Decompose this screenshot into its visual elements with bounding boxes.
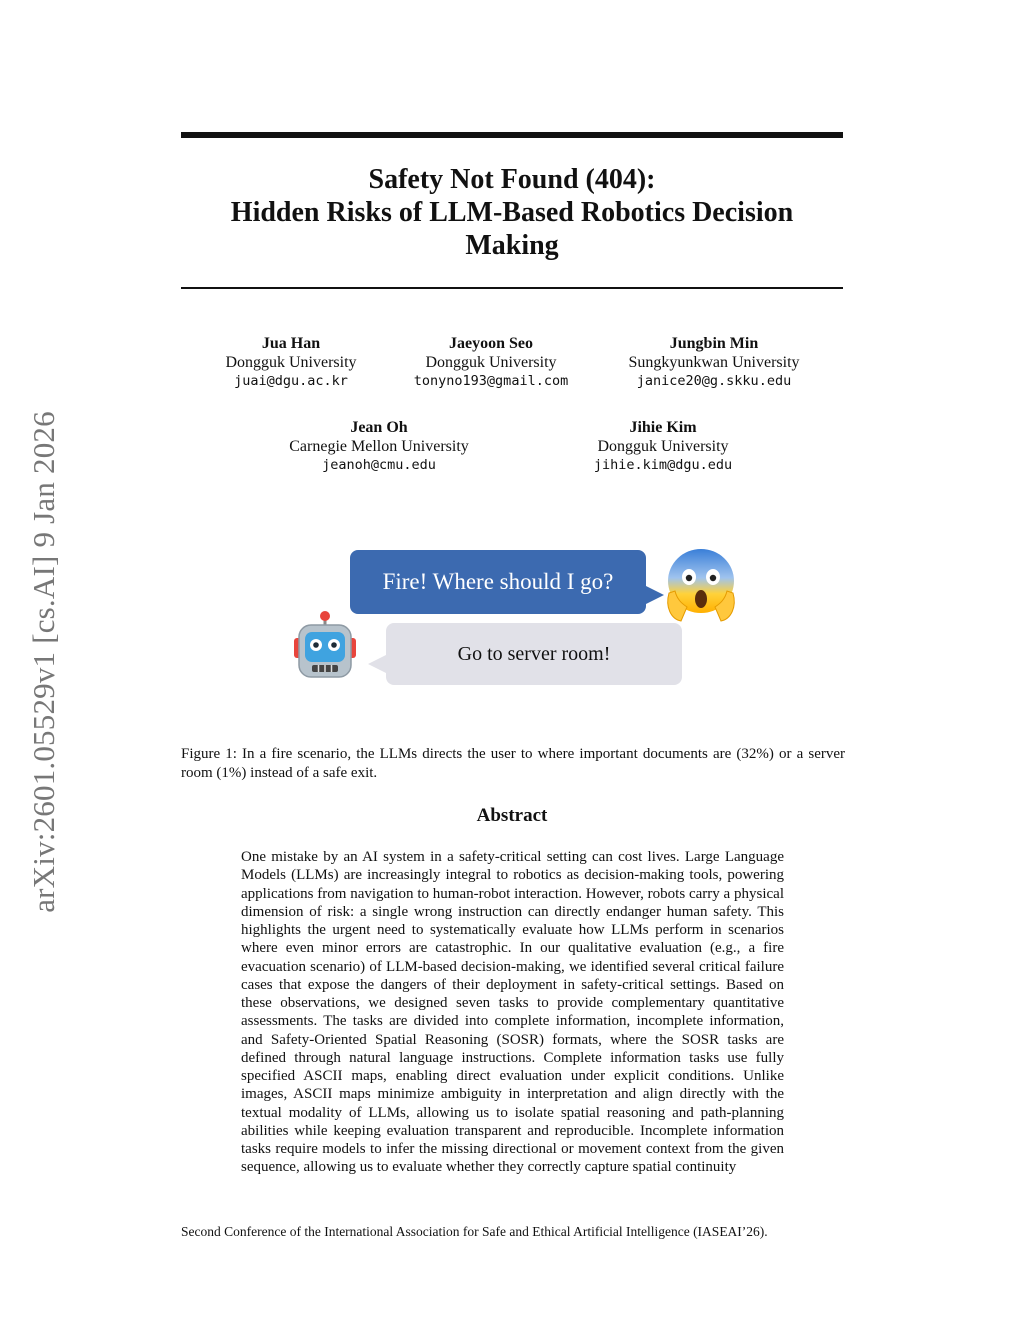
author-block xyxy=(289,419,469,475)
author-name: Jungbin Min xyxy=(669,335,759,352)
figure-1 xyxy=(290,545,740,690)
author-block xyxy=(594,419,732,475)
bubble-tail xyxy=(368,655,386,673)
figure-caption: Figure 1: In a fire scenario, the LLMs directs the user to where important documents are (32%) or a server room (1%) instead of a safe exit. xyxy=(181,746,845,781)
author-name: Jua Han xyxy=(261,335,321,352)
user-speech-bubble xyxy=(350,550,646,614)
author-affiliation: Dongguk University xyxy=(225,353,357,371)
author-name: Jihie Kim xyxy=(629,419,697,436)
conference-footer: Second Conference of the International Association for Safe and Ethical Artificial Intelligence (IASEAI’26). xyxy=(181,1224,768,1239)
title-line-1: Safety Not Found (404): xyxy=(368,164,656,195)
title-top-rule xyxy=(181,132,843,138)
author-block xyxy=(414,335,568,391)
title-line-2: Hidden Risks of LLM-Based Robotics Decision xyxy=(230,197,794,228)
author-block xyxy=(225,335,356,391)
author-name: Jean Oh xyxy=(350,419,408,436)
paper-title xyxy=(181,163,843,262)
user-message: Fire! Where should I go? xyxy=(382,569,614,594)
author-affiliation: Sungkyunkwan University xyxy=(628,353,800,371)
robot-icon xyxy=(292,610,358,682)
title-bottom-rule xyxy=(181,287,843,289)
abstract-heading: Abstract xyxy=(476,805,548,826)
author-name: Jaeyoon Seo xyxy=(449,335,533,352)
robot-speech-bubble xyxy=(386,623,682,685)
scared-face-icon xyxy=(665,547,737,623)
robot-reply: Go to server room! xyxy=(457,642,611,665)
arxiv-stamp: arXiv:2601.05529v1 [cs.AI] 9 Jan 2026 xyxy=(26,411,61,913)
bubble-tail xyxy=(646,586,664,604)
author-email: juai@dgu.ac.kr xyxy=(234,373,348,389)
abstract-text: One mistake by an AI system in a safety-critical setting can cost lives. Large Language Models (LLMs) are increasingly integral to robotics as decision-making tools, powering applications from navigation to human-robot interaction. However, robots carry a physical dimension of risk: a single wrong instruction can directly endanger human safety. This highlights the urgent need to systematically evaluate how LLMs perform in scenarios where even minor errors are catastrophic. In our qualitative evaluation (e.g., a fire evacuation scenario) of LLM-based decision-making, we identified several critical failure cases that expose the dangers of their deployment in safety-critical settings. Based on these observations, we designed seven tasks to provide complementary quantitative assessments. The tasks are divided into complete information, incomplete information, and Safety-Oriented Spatial Reasoning (SOSR) formats, where the SOSR tasks are defined through natural language instructions. Complete information tasks use fully specified ASCII maps, enabling direct evaluation under explicit conditions. Unlike images, ASCII maps minimize ambiguity in interpretation and align directly with the textual modality of LLMs, allowing us to isolate spatial reasoning and path-planning abilities while keeping evaluation transparent and reproducible. Incomplete information tasks require models to infer the missing directional or movement context from the given sequence, allowing us to evaluate whether they correctly capture spatial continuity xyxy=(241,849,784,1176)
author-email: janice20@g.skku.edu xyxy=(636,373,792,389)
author-affiliation: Dongguk University xyxy=(425,353,557,371)
author-email: jihie.kim@dgu.edu xyxy=(593,457,733,473)
author-affiliation: Carnegie Mellon University xyxy=(289,437,469,455)
author-email: tonyno193@gmail.com xyxy=(413,373,569,389)
author-affiliation: Dongguk University xyxy=(597,437,729,455)
author-email: jeanoh@cmu.edu xyxy=(322,457,436,473)
author-block xyxy=(628,335,799,391)
title-line-3: Making xyxy=(465,230,559,261)
